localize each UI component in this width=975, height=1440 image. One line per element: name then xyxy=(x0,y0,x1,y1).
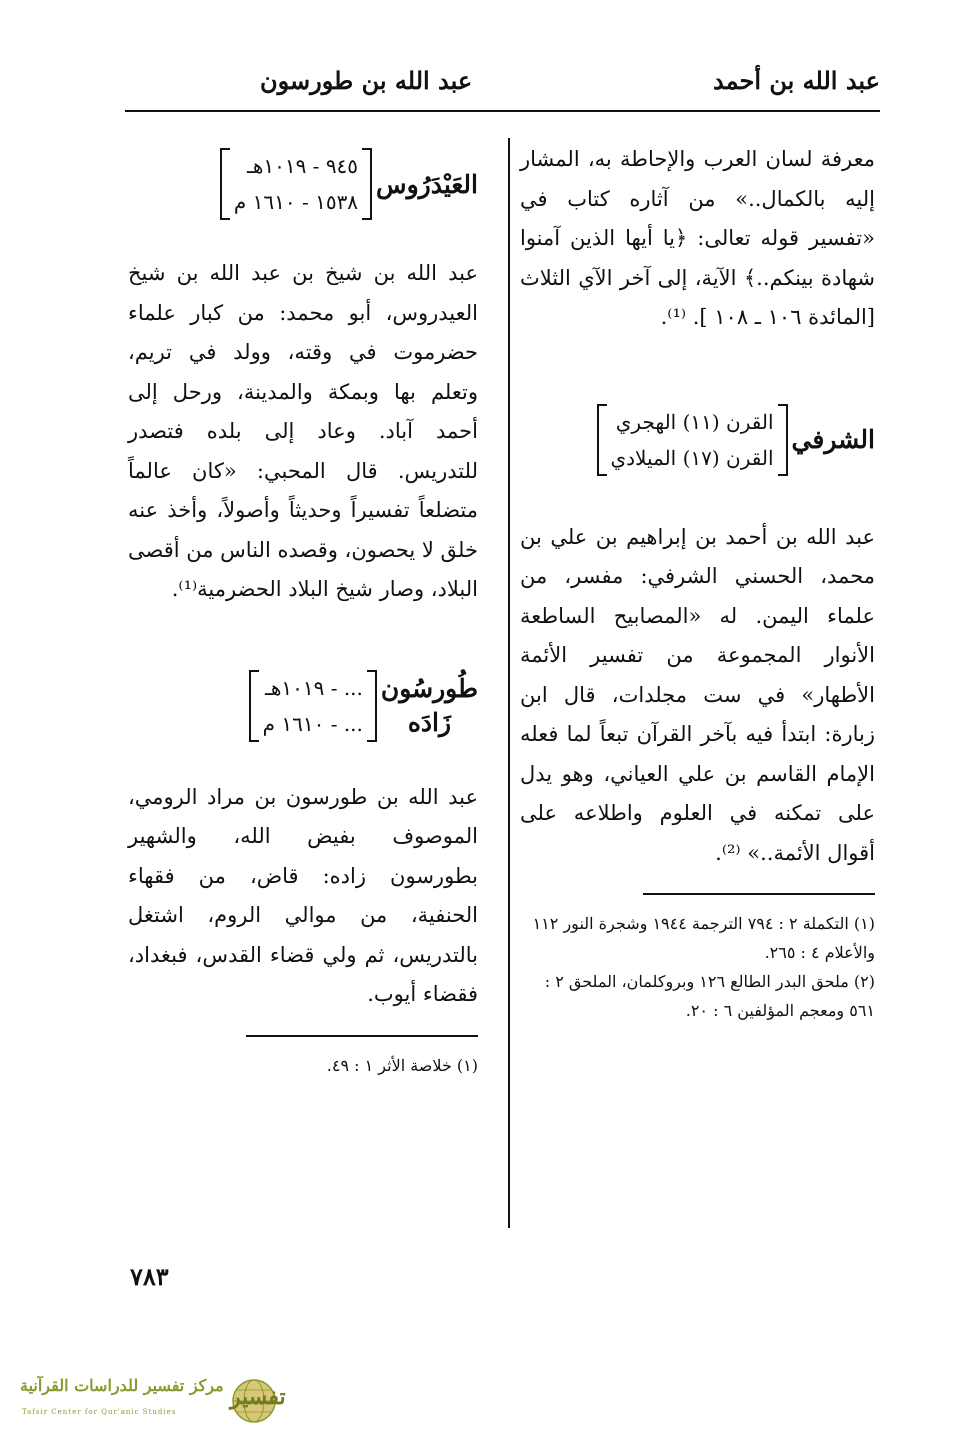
entry-name-line2: زَادَه xyxy=(407,707,452,737)
column-divider xyxy=(508,138,510,1228)
entry-header-aydarus xyxy=(128,146,478,222)
date-bracket xyxy=(249,668,377,744)
footnotes-right xyxy=(520,909,875,1025)
date-gregorian: القرن (١٧) الميلادي xyxy=(610,445,774,470)
right-column xyxy=(520,140,875,1025)
running-head-right: عبد الله بن أحمد xyxy=(713,66,880,95)
footnote: (١) خلاصة الأثر ١ : ٤٩. xyxy=(326,1055,478,1075)
footnotes-left xyxy=(128,1051,478,1080)
date-bracket xyxy=(597,402,788,478)
footnote-rule xyxy=(643,893,875,895)
date-bracket xyxy=(220,146,372,222)
page-number: ٧٨٣ xyxy=(130,1262,169,1291)
logo-english-text: Tafsir Center for Qur'anic Studies xyxy=(22,1408,177,1416)
entry-name: العَيْدَرُوس xyxy=(376,169,478,199)
continuation-paragraph: معرفة لسان العرب والإحاطة به، المشار إليه بالكمال..» من آثاره كتاب في «تفسير قوله تعالى: ﴿يا أيها الذين آمنوا شهادة بينكم..﴾ الآية، إلى آخر الآي الثلاث [المائدة ١٠٦ ـ ١٠٨ ]. ⁽¹⁾. xyxy=(520,147,875,329)
entry-text-sharafi: عبد الله بن أحمد بن إبراهيم بن علي بن محمد، الحسني الشرفي: مفسر، من علماء اليمن. له «المصابيح الساطعة الأنوار المجموعة من تفسير الأئمة الأطهار» في ست مجلدات، قال ابن زبارة: ابتدأ فيه بآخر القرآن تبعاً لما فعله الإمام القاسم بن علي العياني، وهو يدل على تمكنه في العلوم واطلاعه على أقوال الأئمة..» ⁽²⁾. xyxy=(520,524,875,865)
entry-name xyxy=(381,672,478,740)
logo-arabic-text: مركز تفسير للدراسات القرآنية xyxy=(20,1376,224,1395)
date-hijri: القرن (١١) الهجري xyxy=(615,409,774,434)
date-gregorian: ... - ١٦١٠ م xyxy=(262,711,363,736)
running-head-left: عبد الله بن طورسون xyxy=(260,66,473,95)
entry-text-tursunzade: عبد الله بن طورسون بن مراد الرومي، الموصوف بفيض الله، والشهير بطورسون زاده: قاض، من فقهاء الحنفية، من موالي الروم، اشتغل بالتدريس، ثم ولي قضاء القدس، فبغداد، فقضاء أيوب. xyxy=(128,784,478,1006)
header-rule xyxy=(125,110,880,112)
publisher-logo xyxy=(14,1372,294,1428)
logo-word: تفسير xyxy=(230,1384,286,1410)
date-gregorian: ١٥٣٨ - ١٦١٠ م xyxy=(233,190,359,214)
left-column xyxy=(128,140,478,1080)
entry-header-tursunzade xyxy=(128,668,478,744)
entry-name: الشرفي xyxy=(791,425,875,454)
date-hijri: ... - ١٠١٩هـ xyxy=(264,675,363,700)
entry-text-aydarus: عبد الله بن شيخ بن عبد الله بن شيخ العيدروس، أبو محمد: من كبار علماء حضرموت في وقته، وولد في تريم، وتعلم بها وبمكة والمدينة، ورحل إلى أحمد آباد. وعاد إلى بلده فتصدر للتدريس. قال المحبي: «كان عالماً متضلعاً تفسيراً وحديثاً وأصولاً، وأخذ عنه خلق لا يحصون، وقصده الناس من أقصى البلاد، وصار شيخ البلاد الحضرمية⁽¹⁾. xyxy=(128,261,478,601)
footnote: (٢) ملحق البدر الطالع ١٢٦ وبروكلمان، الملحق ٢ : ٥٦١ ومعجم المؤلفين ٦ : ٢٠. xyxy=(544,972,875,1020)
date-hijri: ٩٤٥ - ١٠١٩هـ xyxy=(246,154,359,178)
entry-name-line1: طُورسُون xyxy=(380,673,478,703)
footnote-rule xyxy=(246,1035,478,1037)
running-head xyxy=(120,62,880,102)
entry-header-sharafi xyxy=(520,402,875,478)
footnote: (١) التكملة ٢ : ٧٩٤ الترجمة ١٩٤٤ وشجرة النور ١١٢ والأعلام ٤ : ٢٦٥. xyxy=(532,914,875,962)
